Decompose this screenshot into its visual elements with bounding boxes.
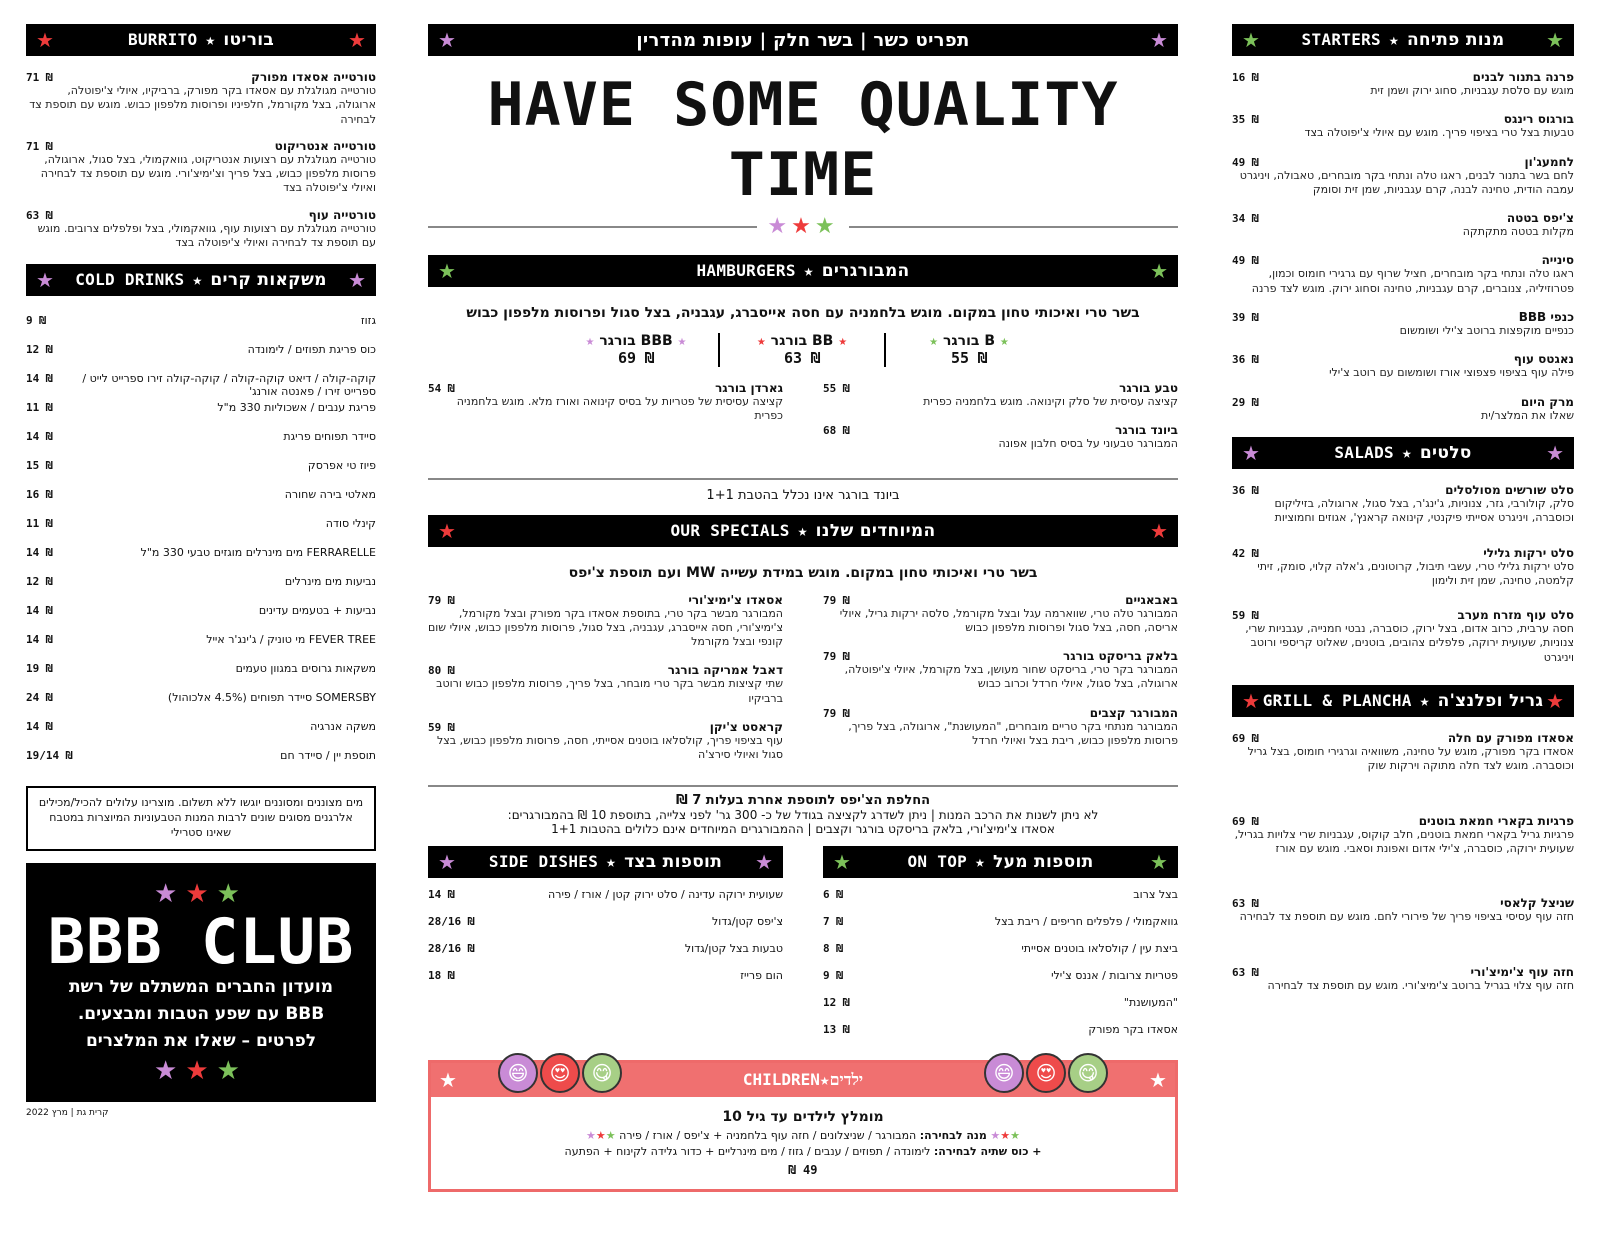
item-name: קינלי סודה bbox=[325, 517, 376, 531]
kosher-tagline-bar: ★ תפריט כשר | בשר חלק | עופות מהדרין ★ bbox=[428, 24, 1178, 56]
item-price: 63 ₪ bbox=[1232, 897, 1259, 911]
item-name: אסאדו צ'ימיצ'ורי bbox=[688, 592, 783, 607]
item-name: דאבל אמריקה בורגר bbox=[667, 663, 783, 678]
menu-item bbox=[1232, 395, 1574, 423]
item-name: כנפי BBB bbox=[1518, 310, 1574, 325]
item-description: חזה עוף עסיסי בציפוי פריך של פירורי לחם. מוגש עם תוספת צד לבחירה bbox=[1239, 910, 1574, 924]
list-item bbox=[26, 401, 376, 430]
item-price: 14 ₪ bbox=[26, 633, 53, 647]
menu-item bbox=[428, 381, 783, 424]
item-description: טורטייה מגולגלת עם רצועות אנטריקוט, גוואקמולי, בצל סגול, ארוגולה, פרוסות מלפפון כבוש, בצל פריך וצ'ימיצ'ורי. מוגש עם תוספת צד לבחירה ואיולי צ'יפוטלה בצד bbox=[40, 152, 376, 195]
item-description: ראגו טלה ונתחי בקר מובחרים, חציל שרוף עם גרגירי חומוס וכמון, פטרוזיליה, צנוברים, קרם עגבניות, טחינה וסחוג ירוק. מוגש לצד פרנה bbox=[1251, 267, 1574, 295]
item-description: לחם בשר בתנור לבנים, ראגו טלה ונתחי בקר מובחרים, טאבולה, ויניגרט עמבה הודית, טחינה לבנה, קרם עגבניות, שמן זית וסומק bbox=[1239, 168, 1574, 196]
item-price: 55 ₪ bbox=[823, 382, 850, 395]
item-price: 69 ₪ bbox=[1232, 732, 1259, 746]
list-item bbox=[823, 996, 1178, 1023]
grill-header: ★ GRILL & PLANCHA ★ גריל ופלנצ'ה ★ bbox=[1232, 685, 1574, 717]
club-line-2: BBB עם שפע הטבות ומבצעים. bbox=[77, 1004, 325, 1025]
item-price: 9 ₪ bbox=[26, 314, 46, 328]
item-name: פיוז טי אפרסק bbox=[307, 459, 376, 473]
item-name: סלט שורשים מסולסלים bbox=[1445, 482, 1574, 497]
item-price: 42 ₪ bbox=[1232, 546, 1259, 560]
list-item bbox=[26, 430, 376, 459]
item-description: חזה עוף צלוי בגריל ברוטב צ'ימיצ'ורי. מוגש עם תוספת צד לבחירה bbox=[1267, 978, 1574, 992]
specials-note-title: החלפת הצ'יפס לתוספת אחרת בעלות 7 ₪ bbox=[675, 792, 931, 808]
item-name: תוספת יין / סיידר חם bbox=[280, 749, 376, 763]
starters-header: ★ STARTERS ★ מנות פתיחה ★ bbox=[1232, 24, 1574, 56]
item-description: אסאדו בקר מפורק, מוגש על טחינה, משוואיה וגרגירי חומוס, בצל גריל וכוסברה. מוגש לצד חלה מתוקה וירקות שוק bbox=[1247, 745, 1574, 773]
smiley-face-icon: 😄 bbox=[498, 1053, 538, 1093]
item-description: פרגיות גריל בקארי חמאת בוטנים, חלב קוקוס, עגבניות שרי צלויות בגריל, שעועית ירוקה, כוסברה, צ'ילי אדום ואפונת וסאבי. מוגש עם אורז bbox=[1234, 827, 1574, 855]
item-price: 49 ₪ bbox=[1232, 155, 1259, 169]
side-dishes-header: ★ SIDE DISHES ★ תוספות בצד ★ bbox=[428, 846, 783, 878]
item-price: 68 ₪ bbox=[823, 424, 850, 438]
item-price: 71 ₪ bbox=[26, 139, 53, 153]
item-name: פטריות צרובות / אננס צ'ילי bbox=[1051, 968, 1178, 982]
menu-item bbox=[428, 720, 783, 763]
list-item bbox=[26, 633, 376, 662]
item-price: 39 ₪ bbox=[1232, 311, 1259, 325]
list-item bbox=[26, 517, 376, 546]
item-description: עוף בציפוי פריך, קולסלאו בוטנים אסייתי, חסה, פרוסות מלפפון כבוש, בצל סגול ואיולי סירצ'ה bbox=[436, 734, 783, 762]
item-name: משקה אנרגיה bbox=[310, 720, 376, 734]
beyond-note: ביונד בורגר אינו נכלל בהטבת 1+1 bbox=[706, 487, 900, 503]
item-name: בצל צרוב bbox=[1133, 887, 1178, 901]
menu-item bbox=[823, 423, 1178, 451]
hamburgers-header: ★ HAMBURGERS ★ המבורגרים ★ bbox=[428, 255, 1178, 287]
item-price: 71 ₪ bbox=[26, 71, 53, 84]
item-price: 34 ₪ bbox=[1232, 212, 1259, 226]
menu-item bbox=[1232, 483, 1574, 526]
menu-item bbox=[1232, 814, 1574, 857]
item-description: טבעות בצל טרי בציפוי פריך. מוגש עם איולי צ'יפוטלה בצד bbox=[1304, 126, 1574, 140]
item-name: פרנה בתנור לבנים bbox=[1472, 70, 1574, 84]
item-name: בלאק בריסקט בורגר bbox=[1063, 649, 1178, 664]
list-item bbox=[26, 749, 376, 778]
item-name: SOMERSBY סיידר תפוחים (4.5% אלכוהול) bbox=[167, 691, 376, 705]
item-name: נביעות + בטעמים עדינים bbox=[258, 604, 376, 618]
menu-item bbox=[1232, 352, 1574, 380]
item-price: 24 ₪ bbox=[26, 691, 53, 705]
on-top-header: ★ ON TOP ★ תוספות מעל ★ bbox=[823, 846, 1178, 878]
item-name: שניצל קלאסי bbox=[1500, 896, 1574, 911]
list-item bbox=[26, 662, 376, 691]
star-icon: ★ bbox=[348, 28, 366, 52]
club-line-1: מועדון החברים המשתלם של רשת bbox=[68, 977, 334, 997]
item-description: המבורגר טלה טרי, שווארמה עגל ובצל מקורמל, סלסה ירקות גריל, איולי אריסה, חסה, בצל סגול ופרוסות מלפפון כבוש bbox=[839, 606, 1178, 634]
item-description: טורטייה מגולגלת עם אסאדו בקר מפורק, ברביקיו, איולי צ'יפוטלה, ארוגולה, בצל מקורמל, חלפיניו ופרוסות מלפפון כבוש. מוגש עם תוספת צד לבחירה bbox=[29, 84, 376, 126]
item-description: מוגש עם סלסת עגבניות, סחוג ירוק ושמן זית bbox=[1370, 84, 1574, 97]
menu-item bbox=[428, 593, 783, 650]
item-name: טבעות בצל קטן/גדול bbox=[684, 941, 783, 955]
middle-column: ★ תפריט כשר | בשר חלק | עופות מהדרין ★ HAVE SOME QUALITY TIME ★★★ ★ HAMBURGERS ★ המבורגרים ★ בשר טרי ואיכותי טחון במקום. מוגש בלחמניה עם חסה אייסברג, עגבניה, בצל סגול ופרוסות מלפפון כבוש ★ BBB בורגר ★ 69 ₪ ★ BB בורגר ★ 63 ₪ ★ B בורגר ★ 55 ₪ 54 ₪ גארדן בורגר קציצה עסיסית של פטריות על בסיס קינואה ואורז מלא. מוגש בלחמניה כפרית 55 ₪ טבע בורגר קציצה עסיסית של סלק וקינואה. מוגש בלחמניה כפרית 68 ₪ ביונד בורגר המבורגר טבעוני על בסיס חלבון אפונה ביונד בורגר אינו נכלל בהטבת 1+1 ★ OUR SPECIALS ★ המיוחדים שלנו ★ בשר טרי ואיכותי טחון במקום. מוגש במידת עשייה MW ועם תוספת צ'יפס 79 ₪ אסאדו צ'ימיצ'ורי המבורגר מבשר בקר טרי, בתוספת אסאדו בקר מפורק ובצל מקורמל, צ'ימיצ'ורי, חסה אייסברג, עגבניה, בצל סגול, פרוסות מלפפון כבוש, איולי שום קונפי ובצל מקורמל 80 ₪ דאבל אמריקה בורגר שתי קציצות מבשר בקר טרי מובחר, בצל פריך, פרוסות מלפפון כבוש ורוטב ברביקיו 59 ₪ קראסט צ'יקן עוף בציפוי פריך, קולסלאו בוטנים אסייתי, חסה, פרוסות מלפפון כבוש, בצל סגול ואיולי סירצ'ה 79 ₪ באבאגיים המבורגר טלה טרי, שווארמה עגל ובצל מקורמל, סלסה ירקות גריל, איולי אריסה, חסה, בצל סגול ופרוסות מלפפון כבוש 79 ₪ בלאק בריסקט בורגר המבורגר בקר טרי, בריסקט שחור מעושן, בצל מקורמל, איולי צ'יפוטלה, ארוגולה, בצל סגול, איולי חרדל וכרוב כבוש 79 ₪ המבורגר קצבים המבורגר מנתחי בקר טריים מובחרים, "המעושנת", ארוגולה, בצל פריך, פרוסות מלפפון כבוש, ריבת בצל ואיולי חרדל החלפת הצ'יפס לתוספת אחרת בעלות 7 ₪ לא ניתן לשנות את הרכב המנות | ניתן לשדרג לקציצה בגודל של כ- 300 גר' לפני צלייה, בתוספת 10 ₪ בהמבורגרים: אסאדו צ'ימיצ'ורי, בלאק בריסקט בורגר וקצבים | ההמבורגרים המיוחדים אינם כלולים בהטבות 1+1 ★ SIDE DISHES ★ תוספות בצד ★ 14 ₪ שעועית ירוקה עדינה / סלט ירוק קטן / אורז / פירה 28/16 ₪ צ'יפס קטן/גדול 28/16 ₪ טבעות בצל קטן/גדול 18 ₪ הום פרייז ★ ON TOP ★ תוספות מעל ★ 6 ₪ בצל צרוב 7 ₪ גוואקמולי / פלפלים חריפים / ריבת בצל 8 ₪ ביצת עין / קולסלאו בוטנים אסייתי 9 ₪ פטריות צרובות / אננס צ'ילי 12 ₪ "המעושנת" 13 ₪ אסאדו בקר מפורק ★ 😄 😍 😋 CHILDREN★ילדים 😄 😍 😋 ★ מומלץ לילדים עד גיל 10 ★★★ מנה לבחירה: המבורגר / שניצלונים / חזה עוף בלחמניה + צ'יפס / אורז / פירה ★★★ + כוס שתיה לבחירה: לימונדה / תפוזים / ענבים / גזוז / מים מינרליים + כדור גלידה לקינוח + הפתעה 49 ₪ bbox=[428, 24, 1178, 1192]
list-item bbox=[823, 1023, 1178, 1050]
item-price: 28/16 ₪ bbox=[428, 941, 475, 955]
item-price: 63 ₪ bbox=[1232, 965, 1259, 979]
item-name: סינייה bbox=[1541, 253, 1574, 268]
item-price: 18 ₪ bbox=[428, 968, 455, 982]
item-price: 79 ₪ bbox=[823, 650, 850, 664]
item-description: שתי קציצות מבשר בקר טרי מובחר, בצל פריך, פרוסות מלפפון כבוש ורוטב ברביקיו bbox=[436, 677, 783, 705]
item-description: המבורגר מבשר בקר טרי, בתוספת אסאדו בקר מפורק ובצל מקורמל, צ'ימיצ'ורי, חסה אייסברג, עגבניה, בצל סגול, פרוסות מלפפון כבוש, איולי שום קונפי ובצל מקורמל bbox=[428, 606, 783, 649]
item-name: משקאות גרוסים במגוון טעמים bbox=[235, 662, 376, 676]
item-name: בורגוס רינגס bbox=[1503, 112, 1574, 127]
item-name: ביונד בורגר bbox=[1115, 423, 1178, 438]
menu-item bbox=[1232, 155, 1574, 198]
item-price: 35 ₪ bbox=[1232, 113, 1259, 127]
item-price: 49 ₪ bbox=[1232, 254, 1259, 268]
item-price: 12 ₪ bbox=[26, 343, 53, 357]
item-name: טבע בורגר bbox=[1119, 381, 1178, 395]
menu-item bbox=[1232, 546, 1574, 589]
item-name: צ'יפס קטן/גדול bbox=[712, 914, 783, 928]
menu-item bbox=[26, 70, 376, 127]
item-name: מרק היום bbox=[1520, 394, 1574, 409]
item-description: שאלו את המלצר/ית bbox=[1480, 408, 1574, 422]
heart-eyes-face-icon: 😍 bbox=[1026, 1053, 1066, 1093]
item-name: גזוז bbox=[360, 314, 376, 328]
cold-drinks-header: ★ COLD DRINKS ★ משקאות קרים ★ bbox=[26, 264, 376, 296]
item-name: נאגטס עוף bbox=[1513, 352, 1574, 367]
item-name: כוס פריגת תפוזים / לימונדה bbox=[247, 343, 376, 357]
item-price: 59 ₪ bbox=[1232, 609, 1259, 623]
item-name: אסאדו בקר מפורק bbox=[1088, 1022, 1178, 1036]
item-name: גארדן בורגר bbox=[715, 381, 783, 395]
item-price: 11 ₪ bbox=[26, 517, 53, 531]
menu-item bbox=[1232, 896, 1574, 924]
item-description: המבורגר מנתחי בקר טריים מובחרים, "המעושנת", ארוגולה, בצל פריך, פרוסות מלפפון כבוש, ריבת בצל ואיולי חרדל bbox=[848, 719, 1178, 748]
club-line-3: לפרטים – שאלו את המלצרים bbox=[85, 1031, 317, 1052]
children-age: מומלץ לילדים עד גיל 10 bbox=[722, 1108, 884, 1125]
children-header: ★ 😄 😍 😋 CHILDREN★ילדים 😄 😍 😋 ★ bbox=[431, 1063, 1175, 1097]
item-price: 14 ₪ bbox=[26, 720, 53, 734]
list-item bbox=[428, 888, 783, 915]
item-name: לחמעג'ון bbox=[1524, 154, 1574, 169]
item-price: 8 ₪ bbox=[823, 941, 843, 955]
item-name: טורטייה אנטריקוט bbox=[274, 138, 376, 153]
menu-item bbox=[1232, 211, 1574, 239]
menu-item bbox=[823, 381, 1178, 409]
children-price: 49 ₪ bbox=[788, 1162, 818, 1177]
specials-note-line-1: לא ניתן לשנות את הרכב המנות | ניתן לשדרג לקציצה בגודל של כ- 300 גר' לפני צלייה, בתוספת 10 ₪ בהמבורגרים: bbox=[507, 807, 1099, 822]
tongue-face-icon: 😋 bbox=[1068, 1053, 1108, 1093]
list-item bbox=[428, 942, 783, 969]
item-price: 6 ₪ bbox=[823, 887, 843, 901]
star-icon: ★ bbox=[36, 268, 54, 293]
hamburgers-intro: בשר טרי ואיכותי טחון במקום. מוגש בלחמניה עם חסה אייסברג, עגבניה, בצל סגול ופרוסות מלפפון כבוש bbox=[466, 305, 1140, 321]
item-name: סיידר תפוחים פריגת bbox=[283, 430, 376, 444]
specials-intro: בשר טרי ואיכותי טחון במקום. מוגש במידת עשייה MW ועם תוספת צ'יפס bbox=[568, 564, 1038, 581]
menu-item bbox=[1232, 70, 1574, 98]
star-icon: ★ bbox=[348, 268, 366, 293]
menu-item bbox=[26, 139, 376, 196]
menu-item bbox=[1232, 965, 1574, 993]
item-name: נביעות מים מינרלים bbox=[284, 575, 376, 589]
item-name: ביצת עין / קולסלאו בוטנים אסייתי bbox=[1021, 941, 1178, 955]
club-title: BBB CLUB bbox=[47, 904, 355, 978]
item-name: הום פרייז bbox=[740, 968, 783, 982]
list-item bbox=[26, 459, 376, 488]
burger-size-option: ★ BBB בורגר ★ 69 ₪ bbox=[554, 333, 720, 367]
item-description: קציצה עסיסית של סלק וקינואה. מוגש בלחמניה כפרית bbox=[923, 395, 1178, 408]
item-price: 29 ₪ bbox=[1232, 395, 1259, 409]
right-column bbox=[1232, 24, 1574, 1033]
item-price: 7 ₪ bbox=[823, 914, 843, 928]
item-price: 19 ₪ bbox=[26, 662, 53, 676]
item-price: 63 ₪ bbox=[26, 208, 53, 222]
burger-size-option: ★ BB בורגר ★ 63 ₪ bbox=[720, 333, 886, 367]
item-price: 11 ₪ bbox=[26, 401, 53, 415]
footer-note: קרית גת | מרץ 2022 bbox=[26, 1107, 109, 1118]
list-item bbox=[823, 915, 1178, 942]
tongue-face-icon: 😋 bbox=[582, 1053, 622, 1093]
item-price: 79 ₪ bbox=[428, 593, 455, 607]
menu-item bbox=[1232, 253, 1574, 296]
item-name: מאלטי בירה שחורה bbox=[284, 488, 376, 502]
item-name: המבורגר קצבים bbox=[1089, 705, 1178, 720]
list-item bbox=[26, 314, 376, 343]
menu-item bbox=[823, 706, 1178, 749]
item-price: 16 ₪ bbox=[1232, 71, 1259, 84]
item-price: 36 ₪ bbox=[1232, 483, 1259, 497]
kosher-tagline: תפריט כשר | בשר חלק | עופות מהדרין bbox=[636, 29, 970, 51]
item-price: 14 ₪ bbox=[26, 430, 53, 444]
item-name: FERRARELLE מים מינרלים מוגזים טבעי 330 מ"ל bbox=[140, 546, 376, 560]
item-price: 59 ₪ bbox=[428, 721, 455, 735]
list-item bbox=[26, 691, 376, 720]
list-item bbox=[26, 575, 376, 604]
item-price: 19/14 ₪ bbox=[26, 749, 73, 763]
item-description: חסה ערבית, כרוב אדום, בצל ירוק, כוסברה, נבטי חמנייה, עגבניות שרי, צנוניות, שעועית ירוקה, פלפלים צהובים, בוטנים, שאלוט קריספי ורוטב ויניגרט bbox=[1245, 622, 1574, 664]
left-column bbox=[26, 24, 376, 1118]
item-price: 54 ₪ bbox=[428, 382, 455, 395]
item-description: קציצה עסיסית של פטריות על בסיס קינואה ואורז מלא. מוגש בלחמניה כפרית bbox=[456, 395, 783, 423]
menu-item bbox=[1232, 112, 1574, 140]
item-price: 28/16 ₪ bbox=[428, 914, 475, 928]
list-item bbox=[428, 915, 783, 942]
menu-item bbox=[1232, 731, 1574, 774]
item-price: 14 ₪ bbox=[26, 546, 53, 560]
item-description: פילה עוף בציפוי פצפוצי אורז ושומשום עם רוטב צ'ילי bbox=[1329, 366, 1574, 380]
item-price: 12 ₪ bbox=[26, 575, 53, 589]
item-name: גוואקמולי / פלפלים חריפים / ריבת בצל bbox=[994, 914, 1178, 928]
list-item bbox=[26, 488, 376, 517]
item-price: 80 ₪ bbox=[428, 664, 455, 678]
burger-size-option: ★ B בורגר ★ 55 ₪ bbox=[929, 333, 1009, 367]
list-item bbox=[823, 888, 1178, 915]
item-price: 14 ₪ bbox=[26, 604, 53, 618]
allergen-notice: מים מצוננים ומסוננים יוגשו ללא תשלום. מוצרינו עלולים להכיל/מכילים אלרגנים מסוגים שונים לרבות המנות הטבעוניות המיוצרות במטבח שאינו סטרילי bbox=[26, 786, 376, 851]
item-name: באבאגיים bbox=[1125, 592, 1178, 607]
smiley-face-icon: 😄 bbox=[984, 1053, 1024, 1093]
item-price: 79 ₪ bbox=[823, 593, 850, 607]
item-name: שעועית ירוקה עדינה / סלט ירוק קטן / אורז / פירה bbox=[548, 887, 783, 901]
list-item bbox=[428, 969, 783, 996]
item-description: טורטייה מגולגלת עם רצועות עוף, גוואקמולי, בצל ופלפלים צרובים. מוגש עם תוספת צד לבחירה ואיולי צ'יפוטלה בצד bbox=[37, 221, 376, 250]
heart-eyes-face-icon: 😍 bbox=[540, 1053, 580, 1093]
item-name: אסאדו מפורק עם חלה bbox=[1447, 731, 1574, 746]
item-name: חזה עוף צ'ימיצ'ורי bbox=[1470, 964, 1574, 979]
item-name: קוקה-קולה / דיאט קוקה-קולה / קוקה-קולה זירו ספרייט לייט / ספרייט זירו / פאנטה אורנג' bbox=[82, 372, 376, 399]
item-price: 14 ₪ bbox=[26, 372, 53, 386]
menu-item bbox=[1232, 608, 1574, 665]
item-name: FEVER TREE מי טוניק / ג'ינג'ר אייל bbox=[206, 633, 376, 647]
menu-item bbox=[823, 649, 1178, 692]
item-price: 13 ₪ bbox=[823, 1022, 850, 1036]
item-name: קראסט צ'יקן bbox=[709, 720, 783, 735]
item-name: "המעושנת" bbox=[1123, 995, 1178, 1009]
item-description: סלט ירקות גלילי טרי, עשבי תיבול, קרוטונים, ג'אלה קלוי, סומק, זיתי קלמטה, טחינה, שמן זית ולימון bbox=[1257, 559, 1574, 587]
item-price: 36 ₪ bbox=[1232, 353, 1259, 367]
item-description: המבורגר בקר טרי, בריסקט שחור מעושן, בצל מקורמל, איולי צ'יפוטלה, ארוגולה, בצל סגול, איולי חרדל וכרוב כבוש bbox=[844, 663, 1178, 691]
item-price: 12 ₪ bbox=[823, 995, 850, 1009]
item-price: 15 ₪ bbox=[26, 459, 53, 473]
burrito-header: ★ BURRITO ★ בוריטו ★ bbox=[26, 24, 376, 56]
item-price: 9 ₪ bbox=[823, 968, 843, 982]
star-icon: ★ bbox=[36, 28, 54, 52]
menu-item bbox=[428, 663, 783, 706]
salads-header: ★ SALADS ★ סלטים ★ bbox=[1232, 437, 1574, 469]
list-item bbox=[26, 372, 376, 401]
menu-item bbox=[26, 208, 376, 251]
item-description: המבורגר טבעוני על בסיס חלבון אפונה bbox=[998, 437, 1178, 451]
list-item bbox=[26, 720, 376, 749]
item-price: 14 ₪ bbox=[428, 887, 455, 901]
item-description: מקלות בטטה מתקתקה bbox=[1462, 225, 1574, 239]
menu-item bbox=[823, 593, 1178, 636]
item-name: פריגת ענבים / אשכוליות 330 מ"ל bbox=[217, 401, 376, 415]
item-description: סלק, קולורבי, גזר, צנוניות, ג'ינג'ר, בצל סגול, ארוגולה, בזיליקום וכוסברה, ויניגרט אסייתי פיקנטי, קינואה קראנץ', אגוזים וחמוציות bbox=[1274, 496, 1574, 525]
item-description: כנפיים מוקפצות ברוטב צ'ילי ושומשום bbox=[1399, 324, 1574, 338]
specials-note-line-2: אסאדו צ'ימיצ'ורי, בלאק בריסקט בורגר וקצבים | ההמבורגרים המיוחדים אינם כלולים בהטבות 1+1 bbox=[551, 821, 1055, 836]
item-name: פרגיות בקארי חמאת בוטנים bbox=[1418, 813, 1574, 828]
list-item bbox=[823, 942, 1178, 969]
item-price: 69 ₪ bbox=[1232, 814, 1259, 828]
page-headline: HAVE SOME QUALITY TIME bbox=[487, 70, 1119, 210]
list-item bbox=[26, 343, 376, 372]
list-item bbox=[823, 969, 1178, 996]
item-name: טורטייה אסאדו מפורק bbox=[251, 70, 376, 84]
menu-item bbox=[1232, 310, 1574, 338]
item-price: 79 ₪ bbox=[823, 706, 850, 720]
item-price: 16 ₪ bbox=[26, 488, 53, 502]
list-item bbox=[26, 604, 376, 633]
item-name: סלט ירקות גלילי bbox=[1483, 545, 1574, 560]
item-name: סלט עוף מזרח מערב bbox=[1457, 608, 1574, 623]
specials-header: ★ OUR SPECIALS ★ המיוחדים שלנו ★ bbox=[428, 515, 1178, 547]
bbb-club-panel: ★★★ BBB CLUB מועדון החברים המשתלם של רשת BBB עם שפע הטבות ומבצעים. לפרטים – שאלו את המלצרים ★★★ bbox=[26, 863, 376, 1102]
item-name: צ'יפס בטטה bbox=[1506, 211, 1574, 226]
list-item bbox=[26, 546, 376, 575]
item-name: טורטייה עוף bbox=[308, 207, 376, 222]
children-panel: ★ 😄 😍 😋 CHILDREN★ילדים 😄 😍 😋 ★ מומלץ לילדים עד גיל 10 ★★★ מנה לבחירה: המבורגר / שניצלונים / חזה עוף בלחמניה + צ'יפס / אורז / פירה ★★★ + כוס שתיה לבחירה: לימונדה / תפוזים / ענבים / גזוז / מים מינרליים + כדור גלידה לקינוח + הפתעה 49 ₪ bbox=[428, 1060, 1178, 1192]
